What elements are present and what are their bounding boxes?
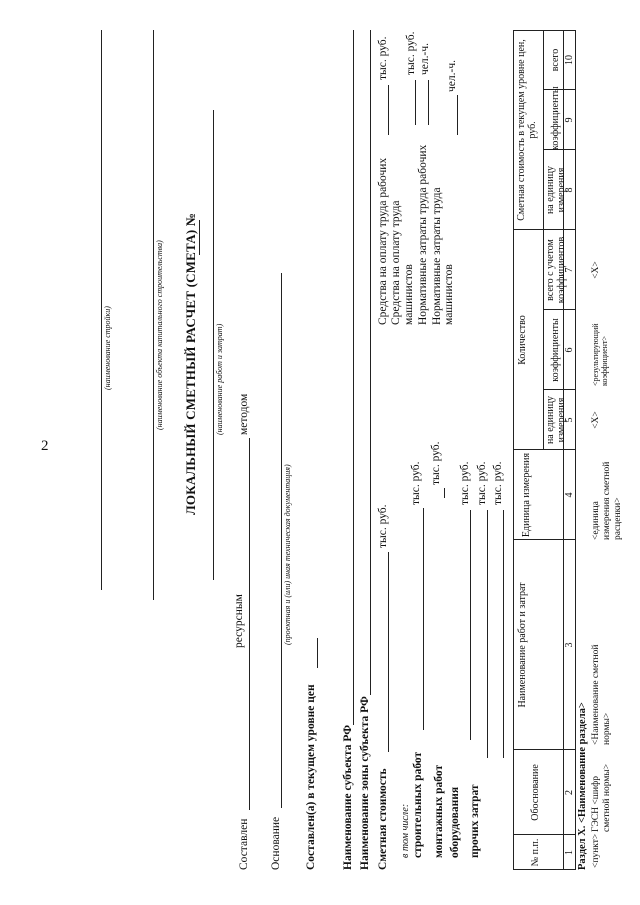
machinists-wage-label-1: Средства на оплату труда (390, 200, 402, 325)
workers-norm-label: Нормативные затраты труда рабочих (417, 144, 429, 325)
construction-site-caption: (наименование стройки) (103, 306, 112, 390)
zone-label: Наименование зоны субъекта РФ (359, 696, 371, 870)
zone-line (370, 30, 371, 695)
capital-object-line (153, 30, 154, 600)
header-unit: Единица измерения (521, 452, 532, 538)
machinists-wage-line (415, 80, 416, 125)
row-item-number: <пункт> (591, 833, 601, 868)
estimate-number-line (199, 220, 200, 255)
header-qty-per-unit: на единицу измерения (545, 395, 567, 445)
section-title: Раздел X. <Наименование раздела> (577, 702, 588, 870)
installation-works-line (470, 510, 471, 740)
method-line (249, 438, 250, 810)
col-number-3: 3 (564, 642, 575, 648)
header-qty-coeff: коэффициенты (550, 318, 561, 382)
col-number-8: 8 (564, 187, 575, 193)
machinists-wage-unit: тыс. руб. (405, 31, 417, 75)
col-number-2: 2 (564, 790, 575, 795)
row-qty-coeff: <результирующий коэффициент> (591, 323, 609, 386)
row-basis: ГЭСН <шифр сметной нормы> (591, 763, 612, 832)
header-cost-per-unit: на единицу измерения (545, 165, 567, 215)
col-number-10: 10 (564, 55, 575, 65)
machinists-norm-label-2: машинистов (443, 264, 455, 325)
row-works-name: <Наименование сметной нормы> (591, 644, 612, 745)
price-level-label: Составлен(а) в текущем уровне цен (305, 684, 317, 870)
other-costs-unit: тыс. руб. (492, 461, 504, 505)
installation-unit-2: тыс. руб. (459, 461, 471, 505)
equipment-label: оборудования (449, 786, 461, 858)
region-label: Наименование субъекта РФ (342, 724, 354, 870)
compiled-label: Составлен (238, 818, 250, 870)
total-cost-label: Сметная стоимость (377, 768, 389, 870)
including-label: в том числе: (400, 803, 411, 858)
row-qty-total: <X> (591, 261, 601, 279)
header-qty-total: всего с учетом коэффициентов (545, 236, 567, 304)
method-label: методом (238, 393, 250, 435)
other-costs-label: прочих затрат (469, 784, 481, 858)
workers-wage-unit: тыс. руб. (377, 36, 389, 80)
machinists-wage-label-2: машинистов (403, 264, 415, 325)
region-line (353, 30, 354, 725)
page-number: 2 (41, 438, 49, 454)
other-costs-line (503, 510, 504, 758)
installation-works-unit: тыс. руб. (430, 441, 442, 485)
construction-works-line (423, 508, 424, 730)
col-number-7: 7 (564, 267, 575, 273)
header-cost-coeff: коэффициенты (550, 86, 561, 150)
capital-object-caption: (наименование объекта капитального строительства) (155, 240, 164, 430)
header-works-name: Наименование работ и затрат (517, 582, 528, 708)
row-unit: <единица измерения сметной расценки> (591, 461, 623, 540)
row-qty-per-unit: <X> (591, 411, 601, 429)
installation-works-stub (444, 488, 445, 498)
works-costs-caption: (наименование работ и затрат) (215, 323, 224, 435)
estimate-sheet (65, 30, 623, 870)
construction-site-line (101, 30, 102, 590)
basis-label: Основание (270, 816, 282, 870)
col-number-5: 5 (564, 417, 575, 423)
col-number-6: 6 (564, 347, 575, 353)
method-value: ресурсным (233, 594, 245, 648)
workers-wage-line (388, 85, 389, 135)
equipment-line (487, 510, 488, 758)
document-title: ЛОКАЛЬНЫЙ СМЕТНЫЙ РАСЧЕТ (СМЕТА) № (183, 212, 198, 515)
construction-works-label: строительных работ (412, 751, 424, 858)
header-estimated-cost: Сметная стоимость в текущем уровне цен, руб. (516, 39, 538, 221)
col-number-9: 9 (564, 117, 575, 123)
construction-works-unit: тыс. руб. (410, 461, 422, 505)
works-costs-line (213, 110, 214, 580)
basis-line (281, 273, 282, 808)
workers-wage-label: Средства на оплату труда рабочих (377, 157, 389, 325)
header-cost-total: всего (550, 48, 561, 72)
machinists-norm-label-1: Нормативные затраты труда (431, 187, 443, 325)
col-number-1: 1 (564, 850, 575, 855)
basis-caption: (проектная и (или) иная техническая документация) (283, 464, 292, 645)
header-quantity: Количество (517, 315, 528, 365)
header-basis: Обоснование (530, 764, 541, 821)
installation-works-label: монтажных работ (433, 764, 445, 858)
machinists-norm-line (457, 95, 458, 135)
total-cost-line (388, 552, 389, 752)
workers-norm-unit: чел.-ч. (419, 43, 431, 75)
price-level-line (317, 638, 318, 668)
machinists-norm-unit: чел.-ч. (446, 60, 458, 92)
header-item-number: № п.п. (530, 838, 541, 867)
total-cost-unit: тыс. руб. (377, 504, 389, 548)
col-number-4: 4 (564, 492, 575, 498)
workers-norm-line (428, 80, 429, 125)
equipment-unit: тыс. руб. (476, 461, 488, 505)
